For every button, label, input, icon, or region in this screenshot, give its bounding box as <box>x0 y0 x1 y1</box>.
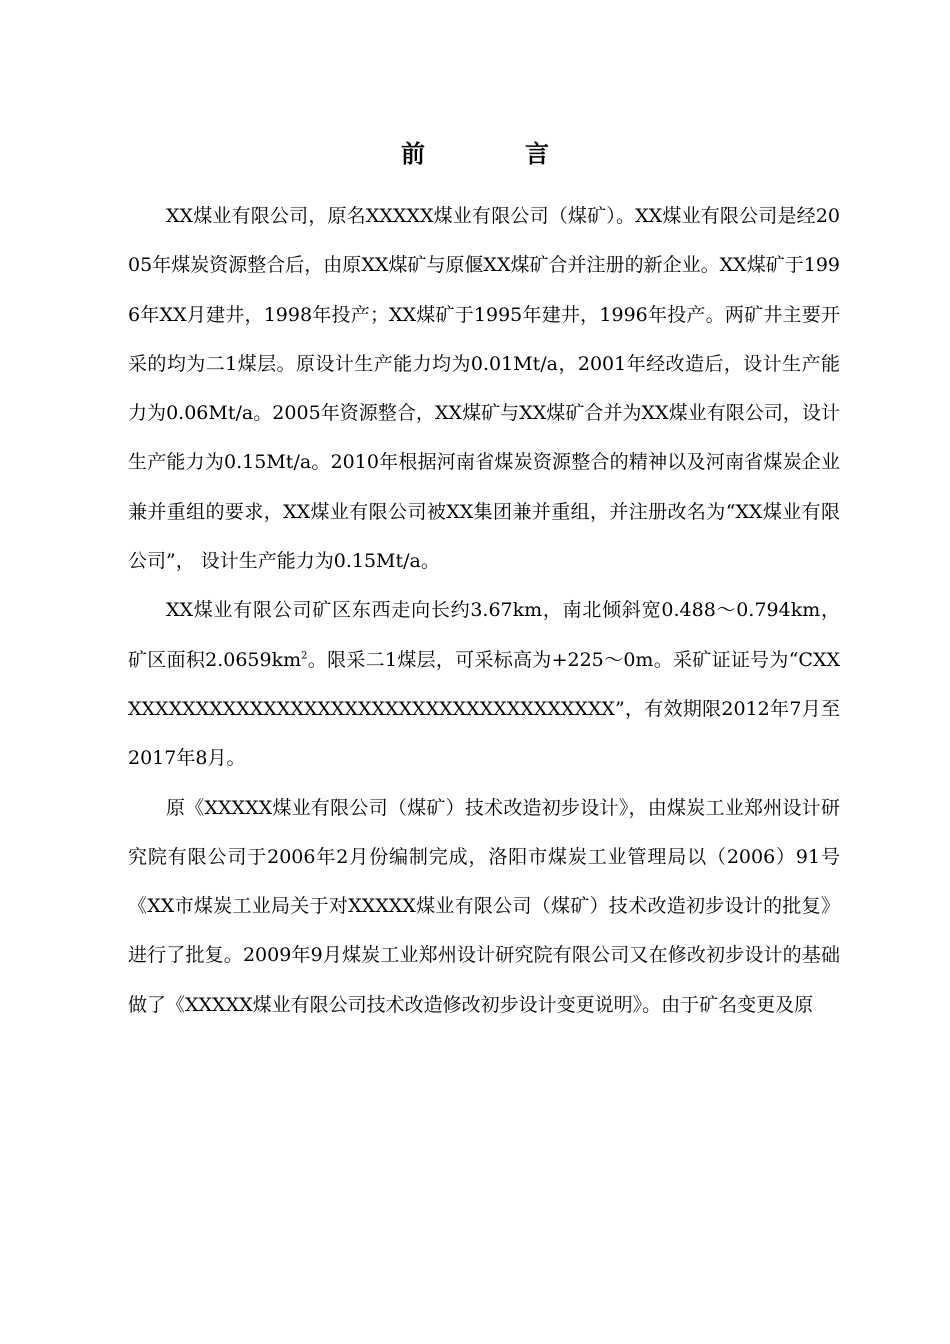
area-unit-superscript: 2 <box>301 650 308 662</box>
paragraph-mine-area <box>128 586 840 783</box>
body-text <box>128 192 840 1030</box>
paragraph-design-history: 原《XXXXX煤业有限公司（煤矿）技术改造初步设计》，由煤炭工业郑州设计研究院有限公司于2006年2月份编制完成，洛阳市煤炭工业管理局以（2006）91号《XX市煤炭工业局关于对XXXXX煤业有限公司（煤矿）技术改造初步设计的批复》进行了批复。2009年9月煤炭工业郑州设计研究院有限公司又在修改初步设计的基础做了《XXXXX煤业有限公司技术改造修改初步设计变更说明》。由于矿名变更及原 <box>128 796 840 1016</box>
paragraph-company-history: XX煤业有限公司，原名XXXXX煤业有限公司（煤矿）。XX煤业有限公司是经2005年煤炭资源整合后，由原XX煤矿与原偃XX煤矿合并注册的新企业。XX煤矿于1996年XX月建井，1998年投产；XX煤矿于1995年建井，1996年投产。两矿井主要开采的均为二1煤层。原设计生产能力均为0.01Mt/a，2001年经改造后，设计生产能力为0.06Mt/a。2005年资源整合，XX煤矿与XX煤矿合并为XX煤业有限公司，设计生产能力为0.15Mt/a。2010年根据河南省煤炭资源整合的精神以及河南省煤炭企业兼并重组的要求，XX煤业有限公司被XX集团兼并重组，并注册改名为“XX煤业有限公司”， 设计生产能力为0.15Mt/a。 <box>128 205 840 573</box>
page-title <box>0 134 950 174</box>
title-char-1: 前 <box>401 139 425 168</box>
mine-area-text: XX煤业有限公司矿区东西走向长约3.67km，南北倾斜宽0.488～0.794km，矿区面积2.0659km <box>128 599 840 671</box>
title-char-2: 言 <box>525 139 549 168</box>
mine-area-text-cont: 。限采二1煤层，可采标高为+225～0m。采矿证证号为“CXXXXXXXXXXXXXXXXXXXXXXXXXXXXXXXXXXXXXX”，有效期限2012年7月至2017年8月。 <box>128 648 841 770</box>
